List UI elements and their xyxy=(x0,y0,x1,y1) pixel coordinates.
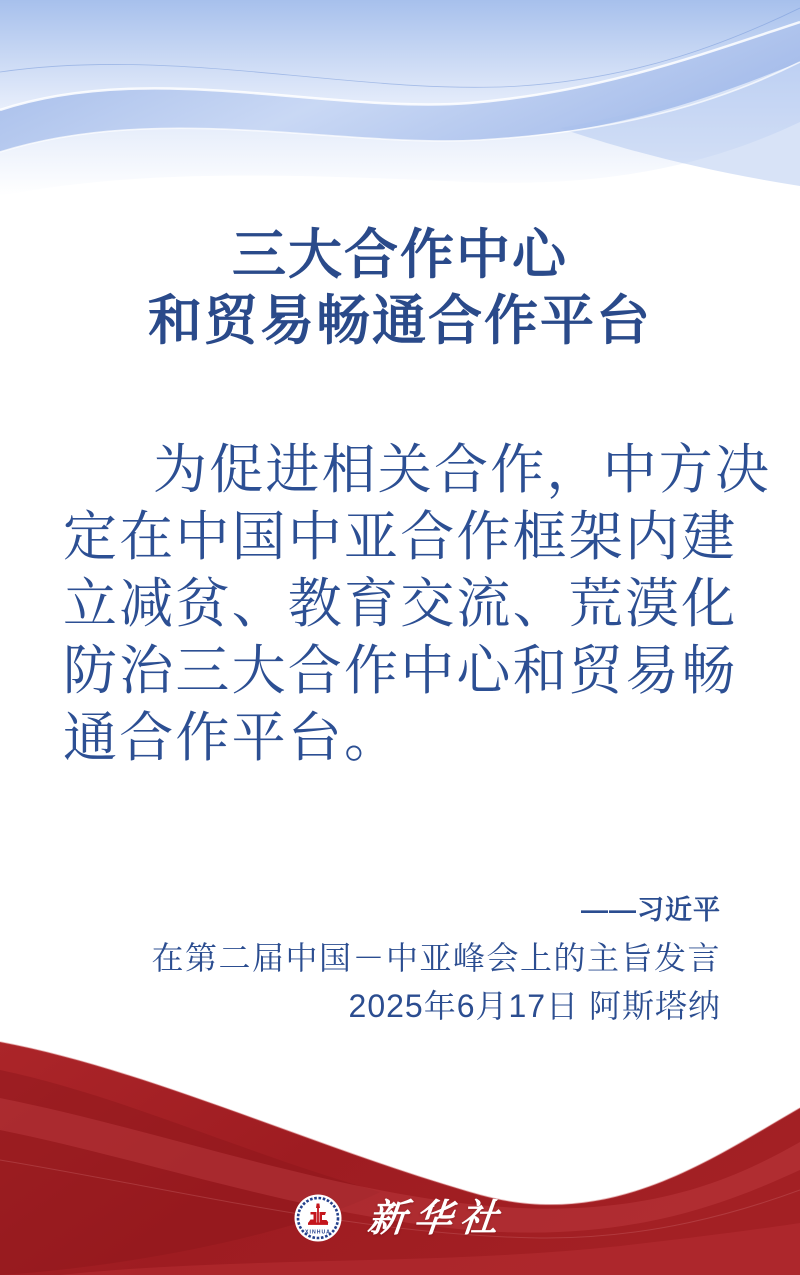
title-line-2: 和贸易畅通合作平台 xyxy=(148,291,652,351)
agency-name: 新华社 xyxy=(365,1195,509,1240)
attribution-date-location: 2025年6月17日 阿斯塔纳 xyxy=(348,988,721,1024)
poster-title xyxy=(0,222,800,354)
quote-line-4: 防治三大合作中心和贸易畅 xyxy=(63,641,738,701)
title-line-1: 三大合作中心 xyxy=(232,225,568,285)
attribution-signature: ——习近平 xyxy=(581,895,721,925)
quote-line-2: 定在中国中亚合作框架内建 xyxy=(63,507,738,567)
quote-line-1: 为促进相关合作，中方决 xyxy=(153,440,772,500)
quote-line-3: 立减贫、教育交流、荒漠化 xyxy=(63,574,738,634)
quote-body xyxy=(63,437,772,772)
xinhua-logo-icon xyxy=(294,1194,342,1242)
footer-brand xyxy=(0,1188,800,1248)
attribution-source: 在第二届中国－中亚峰会上的主旨发言 xyxy=(151,940,721,976)
top-wave-decoration xyxy=(0,0,800,205)
quote-line-5: 通合作平台。 xyxy=(63,708,401,768)
attribution xyxy=(151,886,721,1031)
logo-xinhua-text: XINHUA xyxy=(305,1229,331,1236)
